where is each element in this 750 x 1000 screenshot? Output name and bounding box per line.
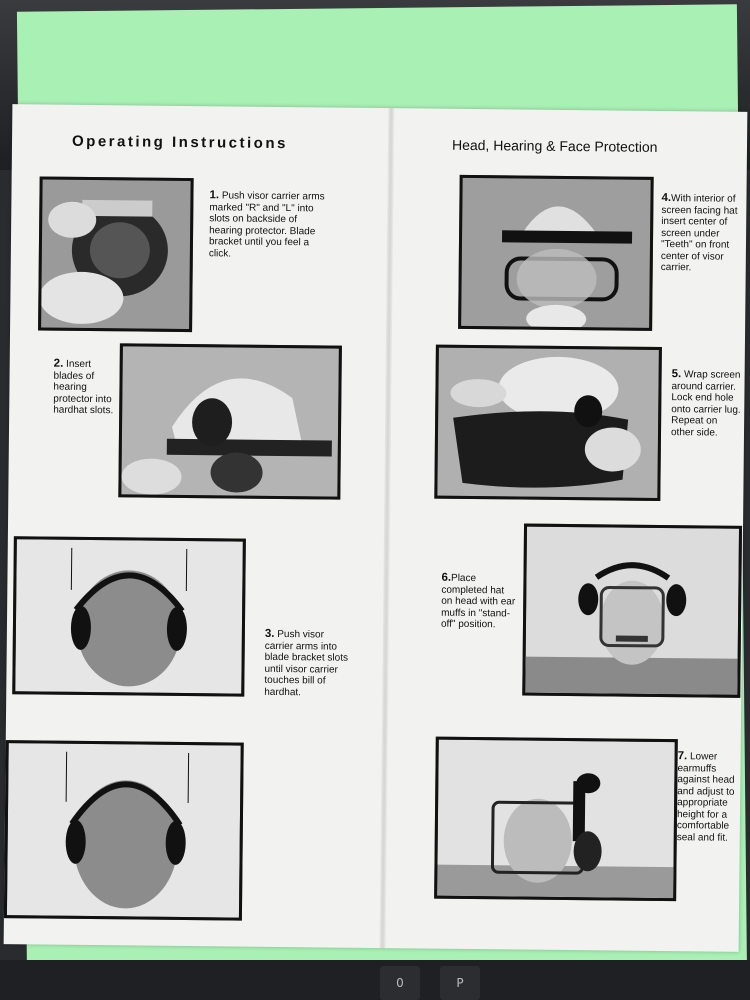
photo-step-6 <box>522 524 742 698</box>
photo-step-5 <box>434 345 662 501</box>
photo-step-4 <box>458 175 654 331</box>
photo-step-3 <box>12 536 246 696</box>
photo-step-1 <box>38 176 194 332</box>
step-2: 2. Insert blades of hearing protector into hardhat slots. <box>53 357 114 417</box>
step-1: 1. Push visor carrier arms marked "R" and "L" into slots on backside of hearing protector. Blade bracket until you feel a click. <box>208 189 325 259</box>
photo-step-2 <box>118 343 342 499</box>
photo-step-3-detail <box>4 740 244 920</box>
step-6: 6.Place completed hat on head with ear muffs in "stand-off" position. <box>440 571 516 631</box>
protection-title: Head, Hearing & Face Protection <box>451 136 658 155</box>
keyboard-keys <box>0 960 750 1000</box>
photo-step-7 <box>434 737 678 902</box>
step-3: 3. Push visor carrier arms into blade bracket slots until visor carrier touches bill of hardhat. <box>264 627 349 698</box>
page-fold <box>380 108 395 948</box>
step-7: 7. Lower earmuffs against head and adjust to appropriate height for a comfortable seal and fit. <box>676 750 735 844</box>
step-4: 4.With interior of screen facing hat insert center of screen under "Teeth" on front center of visor carrier. <box>660 191 738 274</box>
key-p: P <box>440 966 480 1000</box>
key-0: 0 <box>380 966 420 1000</box>
operating-instructions-title: Operating Instructions <box>71 132 288 153</box>
step-5: 5. Wrap screen around carrier. Lock end hole onto carrier lug. Repeat on other side. <box>670 368 741 439</box>
instruction-sheet <box>4 104 748 952</box>
